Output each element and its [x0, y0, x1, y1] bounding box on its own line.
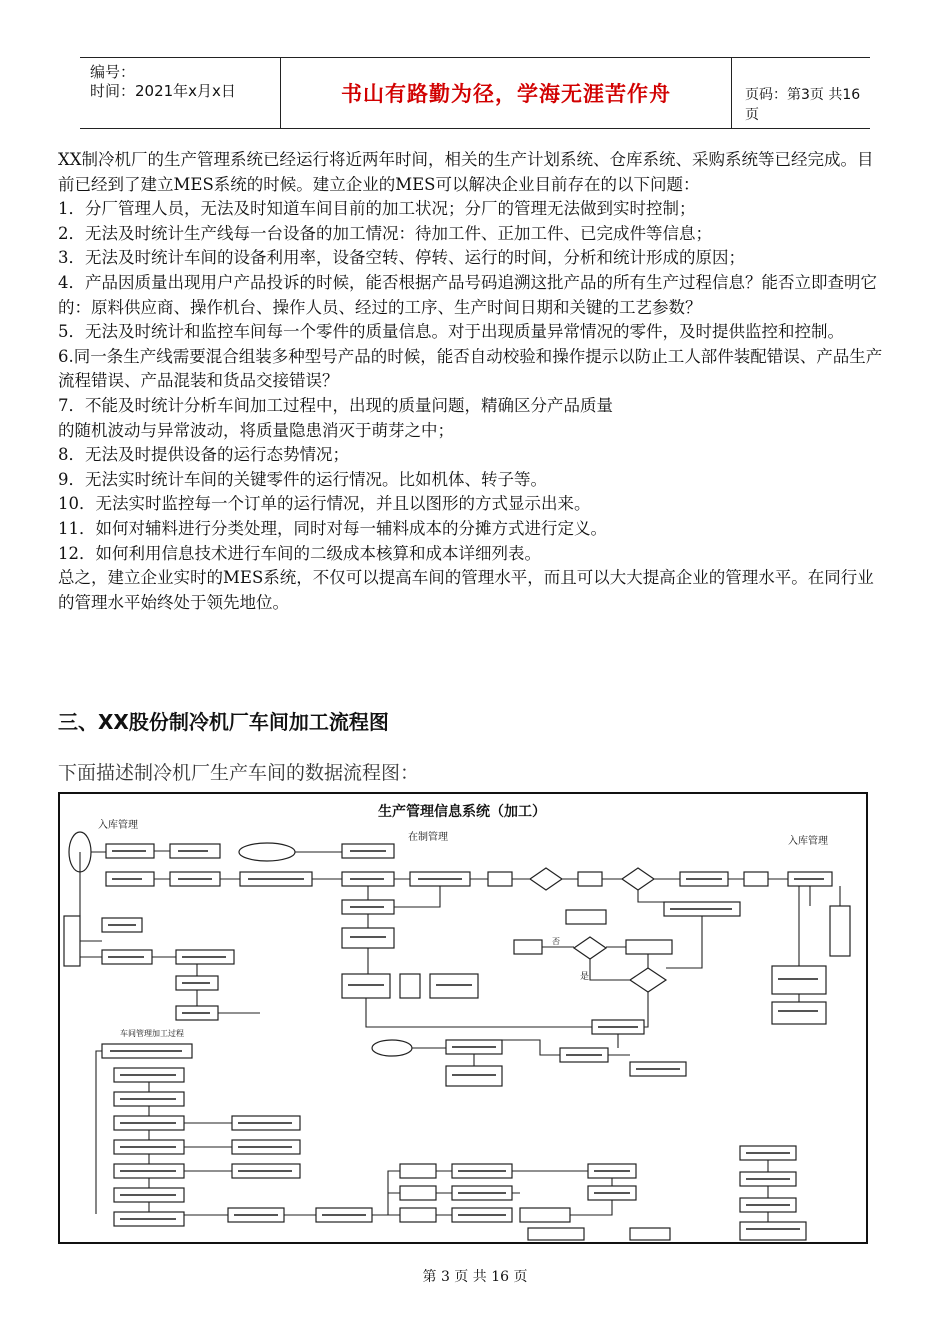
flow-box — [566, 910, 606, 924]
decision-diamond — [574, 937, 606, 959]
decision-diamond — [530, 868, 562, 890]
page-footer: 第 3 页 共 16 页 — [422, 1269, 528, 1285]
label-in-stock-left: 入库管理 — [98, 820, 138, 831]
paragraph: 2．无法及时统计生产线每一台设备的加工情况：待加工件、正加工件、已完成件等信息； — [58, 223, 712, 243]
flow-box — [514, 940, 542, 954]
paragraph: 的随机波动与异常波动，将质量隐患消灭于萌芽之中； — [58, 420, 454, 440]
paragraph: 5．无法及时统计和监控车间每一个零件的质量信息。对于出现质量异常情况的零件，及时提供监控和控制。 — [58, 322, 844, 342]
motto: 书山有路勤为径，学海无涯苦作舟 — [341, 81, 671, 106]
label-in-process: 在制管理 — [408, 832, 448, 843]
flow-box — [830, 906, 850, 956]
document-body — [58, 148, 888, 615]
time-label: 时间：2021年x月x日 — [90, 82, 236, 100]
flow-ellipse — [372, 1040, 412, 1056]
label-no: 否 — [552, 937, 560, 946]
flow-box — [400, 1164, 436, 1178]
flow-diagram — [58, 792, 868, 1244]
flow-box — [400, 1208, 436, 1222]
paragraph: 1．分厂管理人员，无法及时知道车间目前的加工状况；分厂的管理无法做到实时控制； — [58, 199, 696, 219]
decision-diamond — [622, 868, 654, 890]
page-header — [80, 57, 870, 129]
diagram-title: 生产管理信息系统（加工） — [378, 804, 546, 820]
flow-ellipse — [239, 843, 295, 861]
paragraph: 6.同一条生产线需要混合组装多种型号产品的时候，能否自动校验和操作提示以防止工人部件装配错误、产品生产流程错误、产品混装和货品交接错误？ — [58, 346, 883, 391]
diagram-intro: 下面描述制冷机厂生产车间的数据流程图： — [58, 762, 420, 784]
paragraph: 7．不能及时统计分析车间加工过程中，出现的质量问题，精确区分产品质量 — [58, 395, 613, 415]
flow-box — [626, 940, 672, 954]
header-motto-cell — [280, 58, 732, 128]
paragraph: 11．如何对辅料进行分类处理，同时对每一辅料成本的分摊方式进行定义。 — [58, 518, 607, 538]
flow-box — [528, 1228, 584, 1240]
paragraph: XX制冷机厂的生产管理系统已经运行将近两年时间，相关的生产计划系统、仓库系统、采购系统等已经完成。目前已经到了建立MES系统的时候。建立企业的MES可以解决企业目前存在的以下问题： — [58, 150, 874, 194]
decision-diamond — [630, 968, 666, 992]
flow-box — [520, 1208, 570, 1222]
label-in-stock-right: 入库管理 — [788, 836, 828, 847]
flow-box — [400, 1186, 436, 1200]
flow-box — [400, 974, 420, 998]
flow-box — [488, 872, 512, 886]
flow-diagram-svg — [60, 794, 866, 1242]
paragraph: 8．无法及时提供设备的运行态势情况； — [58, 445, 349, 465]
page-label: 页码：第3页 共16页 — [745, 87, 861, 123]
flow-box — [578, 872, 602, 886]
paragraph: 总之，建立企业实时的MES系统，不仅可以提高车间的管理水平，而且可以大大提高企业的管理水平。在同行业的管理水平始终处于领先地位。 — [58, 568, 874, 612]
paragraph: 9．无法实时统计车间的关键零件的运行情况。比如机体、转子等。 — [58, 469, 547, 489]
order-box — [64, 916, 80, 966]
paragraph: 10．无法实时监控每一个订单的运行情况，并且以图形的方式显示出来。 — [58, 494, 591, 514]
paragraph: 12．如何利用信息技术进行车间的二级成本核算和成本详细列表。 — [58, 543, 541, 563]
flow-box — [630, 1228, 670, 1240]
number-label: 编号： — [90, 63, 136, 81]
flow-box — [740, 1222, 806, 1240]
label-yes: 是 — [580, 972, 590, 982]
paragraph: 3．无法及时统计车间的设备利用率，设备空转、停转、运行的时间，分析和统计形成的原因； — [58, 248, 745, 268]
header-meta — [90, 63, 236, 101]
paragraph: 4．产品因质量出现用户产品投诉的时候，能否根据产品号码追溯这批产品的所有生产过程信息？能否立即查明它的：原料供应商、操作机台、操作人员、经过的工序、生产时间日期和关键的工艺参数？ — [58, 272, 877, 317]
flow-box — [772, 1002, 826, 1024]
section-title: 三、XX股份制冷机厂车间加工流程图 — [58, 710, 389, 734]
flow-box — [744, 872, 768, 886]
label-flow-title: 车间管理加工过程 — [120, 1029, 184, 1038]
